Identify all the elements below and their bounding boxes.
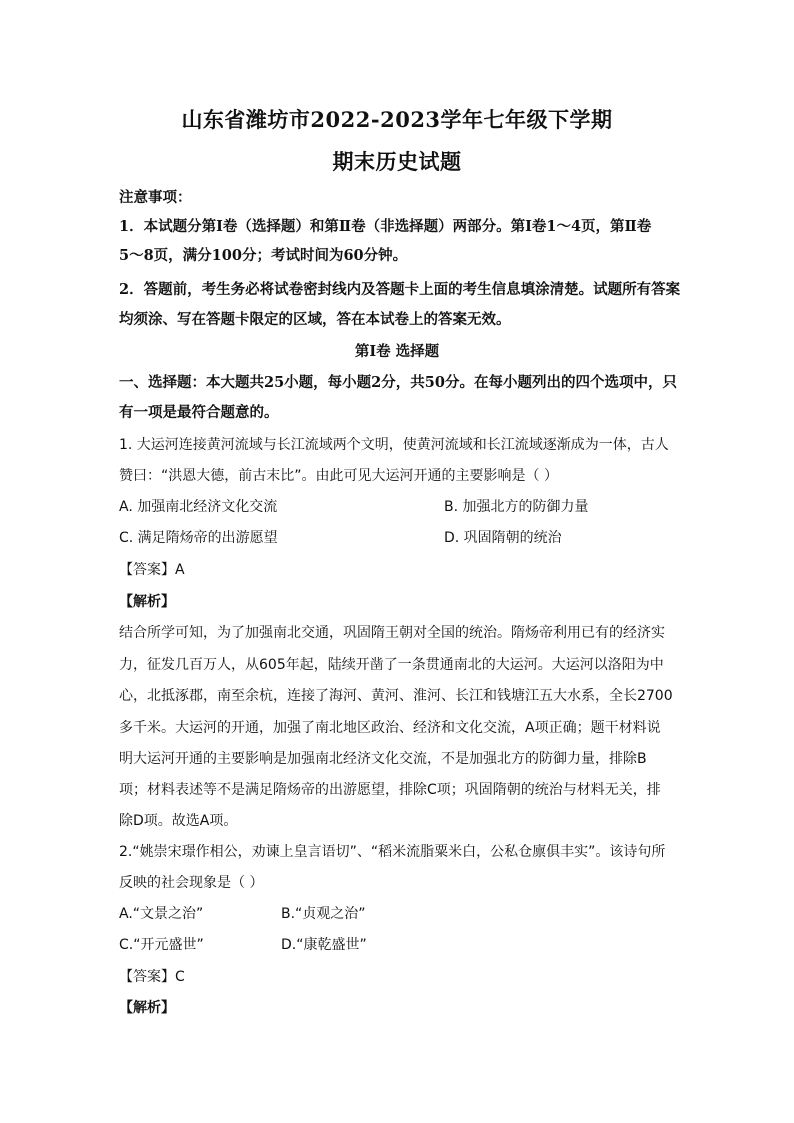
notice-item-1-line-1: 1．本试题分第Ⅰ卷（选择题）和第Ⅱ卷（非选择题）两部分。第Ⅰ卷1～4页，第Ⅱ卷 xyxy=(119,218,652,235)
q1-analysis-line-7: 除D项。故选A项。 xyxy=(119,813,238,829)
exam-title: 山东省潍坊市2022-2023学年七年级下学期 xyxy=(181,107,613,132)
q2-option-a: A.“文景之治” xyxy=(119,906,204,922)
notice-heading: 注意事项： xyxy=(119,189,192,206)
notice-item-1-line-2: 5～8页，满分100分；考试时间为60分钟。 xyxy=(119,247,408,264)
q1-option-c: C. 满足隋炀帝的出游愿望 xyxy=(119,530,278,546)
q1-stem-line-1: 1. 大运河连接黄河流域与长江流域两个文明，使黄河流域和长江流域逐渐成为一体，古人 xyxy=(119,437,669,453)
section-title: 第Ⅰ卷 选择题 xyxy=(354,343,440,360)
q1-analysis-label: 【解析】 xyxy=(119,594,175,610)
q2-analysis-label: 【解析】 xyxy=(119,1000,175,1016)
exam-subtitle: 期末历史试题 xyxy=(332,149,462,174)
section-instructions-line-2: 有一项是最符合题意的。 xyxy=(119,404,279,421)
q1-analysis-line-3: 心，北抵涿郡，南至余杭，连接了海河、黄河、淮河、长江和钱塘江五大水系，全长2700 xyxy=(119,688,673,704)
q2-stem-line-1: 2.“姚崇宋璟作相公，劝谏上皇言语切”、“稻米流脂粟米白，公私仓廪俱丰实”。该诗句所 xyxy=(119,844,666,860)
notice-item-2-line-2: 均须涂、写在答题卡限定的区域，答在本试卷上的答案无效。 xyxy=(119,311,511,328)
notice-item-2-line-1: 2．答题前，考生务必将试卷密封线内及答题卡上面的考生信息填涂清楚。试题所有答案 xyxy=(119,281,681,298)
q2-option-b: B.“贞观之治” xyxy=(281,906,366,922)
q1-analysis-line-5: 明大运河开通的主要影响是加强南北经济文化交流，不是加强北方的防御力量，排除B xyxy=(119,751,647,767)
q1-option-b: B. 加强北方的防御力量 xyxy=(444,499,589,515)
q1-option-a: A. 加强南北经济文化交流 xyxy=(119,499,278,515)
q1-answer: 【答案】A xyxy=(119,562,185,578)
q1-option-d: D. 巩固隋朝的统治 xyxy=(444,530,562,546)
q1-stem-line-2: 赞曰：“洪恩大德，前古末比”。由此可见大运河开通的主要影响是（ ） xyxy=(119,468,558,484)
q2-stem-line-2: 反映的社会现象是（ ） xyxy=(119,875,264,891)
section-instructions-line-1: 一、选择题：本大题共25小题，每小题2分，共50分。在每小题列出的四个选项中，只 xyxy=(119,374,677,391)
q2-option-d: D.“康乾盛世” xyxy=(281,937,367,953)
q1-analysis-line-6: 项；材料表述等不是满足隋炀帝的出游愿望，排除C项；巩固隋朝的统治与材料无关，排 xyxy=(119,782,661,798)
q1-analysis-line-1: 结合所学可知，为了加强南北交通，巩固隋王朝对全国的统治。隋炀帝利用已有的经济实 xyxy=(119,625,665,641)
q1-analysis-line-4: 多千米。大运河的开通，加强了南北地区政治、经济和文化交流，A项正确；题干材料说 xyxy=(119,720,661,736)
q2-answer: 【答案】C xyxy=(119,969,185,985)
q1-analysis-line-2: 力，征发几百万人，从605年起，陆续开凿了一条贯通南北的大运河。大运河以洛阳为中 xyxy=(119,657,664,673)
q2-option-c: C.“开元盛世” xyxy=(119,937,204,953)
